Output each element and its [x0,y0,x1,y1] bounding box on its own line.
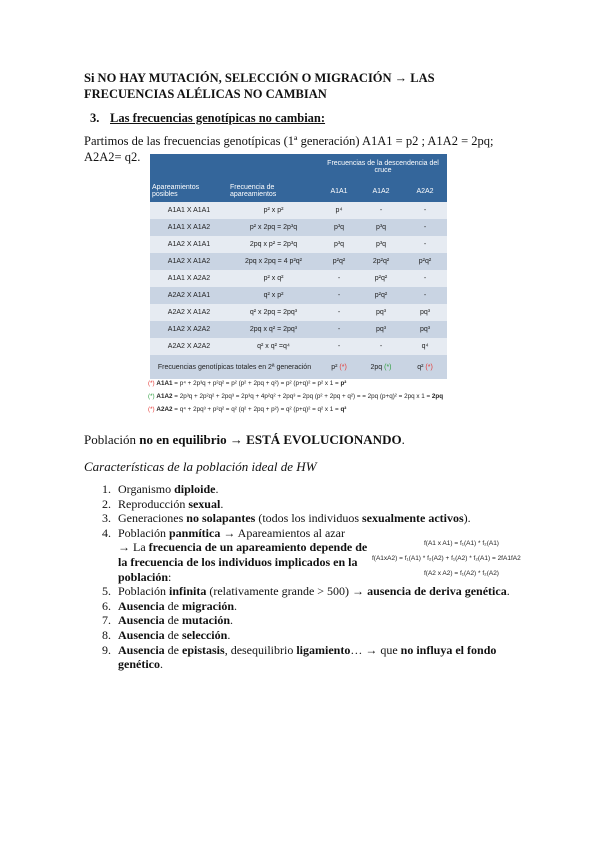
table-header-cell: A1A2 [359,180,403,202]
list-bold-text: no solapantes [186,511,256,526]
list-number: 4. [102,525,111,540]
table-cell: pq³ [359,304,403,321]
formula-a1a2 [148,390,588,403]
table-cell: pq³ [403,321,447,338]
list-text: . [159,657,163,672]
formula-result: q² [340,406,347,413]
table-cell: pq³ [403,304,447,321]
formula-a2a2 [148,403,588,416]
side-formula: f(A1xA2) = f₁(A1) * f₂(A2) + f₁(A2) * f₂(A1) = 2fA1fA2 [372,555,521,562]
table-cell: p² x 2pq = 2p³q [228,219,319,236]
side-formula: f(A2 x A2) = f₁(A2) * f₂(A2) [424,570,499,577]
list-item [84,526,368,584]
table-row [150,287,447,304]
mating-frequency-table [150,154,447,379]
formula-text: = 2p³q + 2p²q² + 2pq³ = 2p³q + 4p²q² + 2pq³ = 2pq (p² + 2pq + q²) = = 2pq (p+q)² = 2pq x 1 = [172,393,432,400]
list-text: . [506,584,510,599]
table-cell: p²q² [359,270,403,287]
list-bold-text: diploide [174,482,216,496]
list-bold-text: Ausencia [118,627,165,642]
list-bold-text: selección [182,627,228,642]
formula-text: = q⁴ + 2pq³ + p²q² = q² (q² + 2pq + p²) = q² (p+q)² = q² x 1 = [172,406,341,413]
list-text: → Apareamientos al azar [220,525,345,540]
table-cell: p²q² [403,253,447,270]
list-bold-text: infinita [169,584,207,599]
section-heading [90,111,325,126]
table-cell: - [359,338,403,355]
table-cell: - [319,304,359,321]
table-top-header: Frecuencias de la descendencia del cruce [319,154,447,180]
list-text: (relativamente grande > 500) → [206,584,368,599]
footer-mark: (*) [384,363,392,371]
evolution-bold: ESTÁ EVOLUCIONANDO [246,432,402,447]
list-bold-text: Ausencia [118,642,165,657]
formula-mark: (*) [148,393,155,400]
list-number: 7. [102,613,111,628]
table-footer-cell [403,355,447,379]
table-cell: A1A2 X A1A2 [150,253,228,270]
list-text: de [164,613,182,628]
table-row [150,338,447,355]
list-bold-text: Ausencia [118,598,165,613]
table-row [150,253,447,270]
list-text: … → que [350,642,401,657]
list-number: 3. [102,511,111,526]
table-cell: q² x q² =q⁴ [228,338,319,355]
table-cell: A1A2 X A2A2 [150,321,228,338]
list-text: . [215,482,219,496]
list-text: de [164,642,182,657]
list-number: 9. [102,642,111,657]
table-cell: p⁴ [319,202,359,219]
list-text: , desequilibrio [224,642,297,657]
evolution-text: Población [84,432,140,447]
list-text: Organismo [118,482,175,496]
table-header-cell: A1A1 [319,180,359,202]
formula-result: 2pq [431,393,444,400]
table-body [150,202,447,355]
footer-a2a2: q² [417,363,424,371]
list-number: 5. [102,584,111,599]
table-cell: p² x q² [228,270,319,287]
list-text: de [164,627,182,642]
table-cell: 2pq x 2pq = 4 p²q² [228,253,319,270]
table-cell: A2A2 X A1A2 [150,304,228,321]
list-bold-text: panmítica [169,525,221,540]
formula-text: = p⁴ + 2p³q + p²q² = p² (p² + 2pq + q²) = p² (p+q)² = p² x 1 = [172,380,341,387]
table-cell: q² x 2pq = 2pq³ [228,304,319,321]
formula-mark: (*) [148,380,155,387]
table-row [150,304,447,321]
list-text: . [220,496,224,511]
table-cell: p³q [359,219,403,236]
formula-mark: (*) [148,406,155,413]
list-item [84,599,524,614]
list-text: : [168,569,172,584]
list-item [84,613,524,628]
table-cell: A1A1 X A2A2 [150,270,228,287]
derivation-formulas [148,377,588,416]
side-formula: f(A1 x A1) = f₁(A1) * f₂(A1) [424,540,499,547]
table-row [150,219,447,236]
list-number: 1. [102,482,111,496]
table-cell: 2pq x q² = 2pq³ [228,321,319,338]
list-item [84,511,524,526]
list-text: → La [118,540,149,555]
list-text: . [230,613,233,628]
list-bold-text: sexual [188,496,221,511]
table-cell: - [319,287,359,304]
section-heading-text: Las frecuencias genotípicas no cambian: [110,111,326,125]
table-cell: q⁴ [403,338,447,355]
list-bold-text: frecuencia de un apareamiento depende de la frecuencia de los individuos implicados en la población [118,540,368,584]
arrow-icon: → [226,432,247,447]
list-number: 6. [102,598,111,613]
table-header-cell: Apareamientos posibles [150,180,228,202]
table-footer-cell [319,355,359,379]
list-text: Población [118,525,169,540]
list-bold-text: ligamiento [296,642,351,657]
table-cell: pq³ [359,321,403,338]
list-bold-text: ausencia de deriva genética [367,584,507,599]
table-header-cell: A2A2 [403,180,447,202]
table-cell: - [403,202,447,219]
table-cell: p²q² [359,287,403,304]
list-text: (todos los individuos [255,511,363,526]
page-title: Si NO HAY MUTACIÓN, SELECCIÓN O MIGRACIÓN → LAS FRECUENCIAS ALÉLICAS NO CAMBIAN [84,71,435,101]
list-text: Generaciones [118,511,187,526]
evolution-text: . [401,432,405,447]
table-footer-cell [359,355,403,379]
list-item [84,628,524,643]
table-cell: - [403,270,447,287]
table-cell: p³q [319,236,359,253]
table-cell: q² x p² [228,287,319,304]
formula-label: A1A1 [156,380,173,387]
list-text: de [164,598,182,613]
table-cell: - [319,321,359,338]
table-cell: - [403,236,447,253]
formula-result: p² [340,380,347,387]
list-item [84,584,524,599]
characteristics-heading: Características de la población ideal de HW [84,459,317,474]
list-item [84,497,524,512]
formula-a1a1 [148,377,588,390]
list-item [84,482,524,497]
list-bold-text: mutación [182,613,230,628]
section-number: 3. [90,111,100,125]
table-cell: - [403,287,447,304]
formula-label: A2A2 [156,406,173,413]
table-cell: - [403,219,447,236]
table-row [150,321,447,338]
table-cell: - [319,338,359,355]
list-text: . [234,598,237,613]
table-header-cell: Frecuencia de apareamientos [228,180,319,202]
table-row [150,270,447,287]
table-cell: A1A1 X A1A2 [150,219,228,236]
evolution-statement [84,432,405,448]
list-bold-text: Ausencia [118,613,165,628]
table-cell: 2p²q² [359,253,403,270]
table-cell: - [319,270,359,287]
intro-paragraph: Partimos de las frecuencias genotípicas (1ª generación) A1A1 = p2 ; A1A2 = 2pq; A2A2= q2. [84,134,494,164]
list-bold-text: no influya el fondo genético [118,642,497,672]
table-cell: A2A2 X A2A2 [150,338,228,355]
table-cell: A2A2 X A1A1 [150,287,228,304]
evolution-bold: no en equilibrio [139,432,227,447]
table-cell: - [359,202,403,219]
formula-label: A1A2 [156,393,173,400]
table-footer-label: Frecuencias genotípicas totales en 2ª generación [150,355,319,379]
list-item [84,643,524,672]
table-cell: p³q [359,236,403,253]
footer-a1a2: 2pq [370,363,383,371]
table-cell: A1A1 X A1A1 [150,202,228,219]
table-cell: p²q² [319,253,359,270]
list-bold-text: sexualmente activos [362,511,464,526]
footer-mark: (*) [425,363,433,371]
list-number: 8. [102,627,111,642]
footer-a1a1: p² [331,363,338,371]
table-corner [150,154,319,180]
footer-mark: (*) [339,363,347,371]
list-text: Población [118,584,169,599]
mating-frequency-formulas [372,536,521,581]
table-cell: A1A2 X A1A1 [150,236,228,253]
table-row [150,236,447,253]
list-text: Reproducción [118,496,189,511]
list-text: . [227,627,231,642]
list-bold-text: epistasis [182,642,225,657]
table-cell: 2pq x p² = 2p³q [228,236,319,253]
table-row [150,202,447,219]
list-bold-text: migración [182,598,234,613]
table-cell: p³q [319,219,359,236]
list-number: 2. [102,496,111,511]
list-text: ). [463,511,471,526]
table-cell: p² x p² [228,202,319,219]
